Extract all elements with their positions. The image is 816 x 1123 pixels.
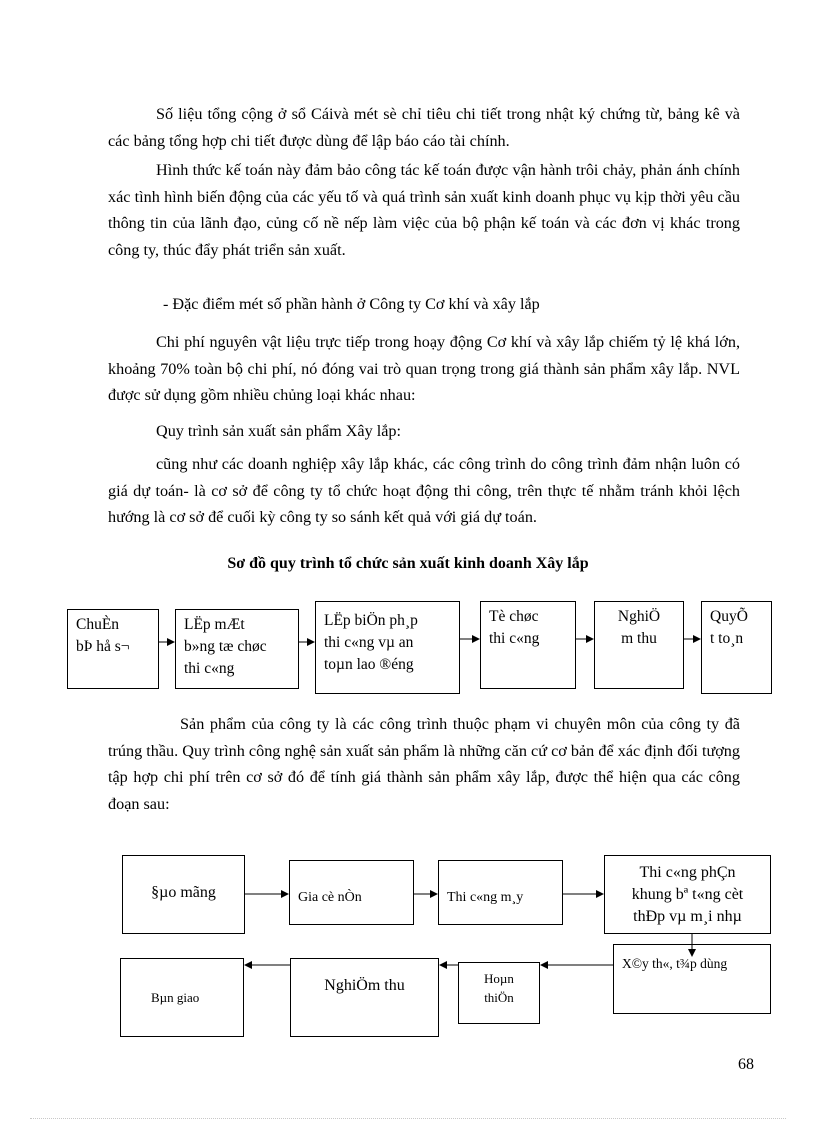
box-hoan-thien: Hoµn thiÖn xyxy=(458,962,540,1024)
paragraph-hinh-thuc: Hình thức kế toán này đảm bảo công tác kế toán được vận hành trôi chảy, phản ánh chính xác tình hình biến động của các yếu tố và quá trình sản xuất kinh doanh phục vụ kịp thời yêu cầu thông tin của lãnh đạo, củng cố nề nếp làm việc của bộ phận kế toán và các đơn vị khác trong công ty, thúc đẩy phát triển sản xuất. xyxy=(108,161,740,259)
box-thi-cong-phan-khung: Thi c«ng phÇn khung bª t«ng cèt thÐp vµ m¸i nhµ xyxy=(604,855,771,934)
box-dao-mong: §µo mãng xyxy=(122,855,245,934)
page-number: 68 xyxy=(738,1056,754,1073)
footer-divider xyxy=(30,1118,786,1119)
box-nghiem-thu: NghiÖ m thu xyxy=(594,601,684,689)
paragraph-san-pham: Sản phẩm của công ty là các công trình thuộc phạm vi chuyên môn của công ty đã trúng thầu. Quy trình công nghệ sản xuất sản phẩm là những căn cứ cơ bản để xác định đối tượng tập hợp chi phí trên cơ sở đó để tính giá thành sản phẩm xây lắp, được thể hiện qua các công đoạn sau: xyxy=(108,715,740,813)
diagram-title: Sơ đồ quy trình tổ chức sản xuất kinh doanh Xây lắp xyxy=(227,555,589,572)
paragraph-chi-phi: Chi phí nguyên vật liệu trực tiếp trong hoạy động Cơ khí và xây lắp chiếm tỷ lệ khá lớn, khoảng 70% toàn bộ chi phí, nó đóng vai trò quan trọng trong giá thành sản phẩm xây lắp. NVL được sử dụng gồm nhiều chủng loại khác nhau: xyxy=(108,333,740,404)
box-thi-cong-may: Thi c«ng m¸y xyxy=(438,860,563,925)
paragraph-quy-trinh: Quy trình sản xuất sản phẩm Xây lắp: xyxy=(156,422,402,440)
box-chuan-bi-ho-so: ChuÈn bÞ hå s¬ xyxy=(67,609,159,689)
box-gia-co-nen: Gia cè nÒn xyxy=(289,860,414,925)
box-lap-bien-phap: LËp biÖn ph¸p thi c«ng vµ an toµn lao ®éng xyxy=(315,601,460,694)
box-quyet-toan: QuyÕ t to¸n xyxy=(701,601,772,694)
box-nghiem-thu-2: NghiÖm thu xyxy=(290,958,439,1037)
box-lap-mat-bang: LËp mÆt b»ng tæ chøc thi c«ng xyxy=(175,609,299,689)
box-to-chuc-thi-cong: Tè chøc thi c«ng xyxy=(480,601,576,689)
box-ban-giao: Bµn giao xyxy=(120,958,244,1037)
paragraph-so-lieu: Số liệu tổng cộng ở sổ Cáivà mét sè chỉ tiêu chi tiết trong nhật ký chứng từ, bảng kê và các bảng tổng hợp chi tiết được dùng để lập báo cáo tài chính. xyxy=(108,105,740,150)
paragraph-cung-nhu: cũng như các doanh nghiệp xây lắp khác, các công trình do công trình đảm nhận luôn có giá dự toán- là cơ sở để công ty tổ chức hoạt động thi công, trên thực tế nhằm tránh khỏi lệch hướng là cơ sở để cuối kỳ công ty so sánh kết quả với giá dự toán. xyxy=(108,455,740,526)
paragraph-dac-diem: - Đặc điểm mét số phần hành ở Công ty Cơ khí và xây lắp xyxy=(163,295,540,313)
box-xay-tho: X©y th«, t¾p dùng xyxy=(613,944,771,1014)
